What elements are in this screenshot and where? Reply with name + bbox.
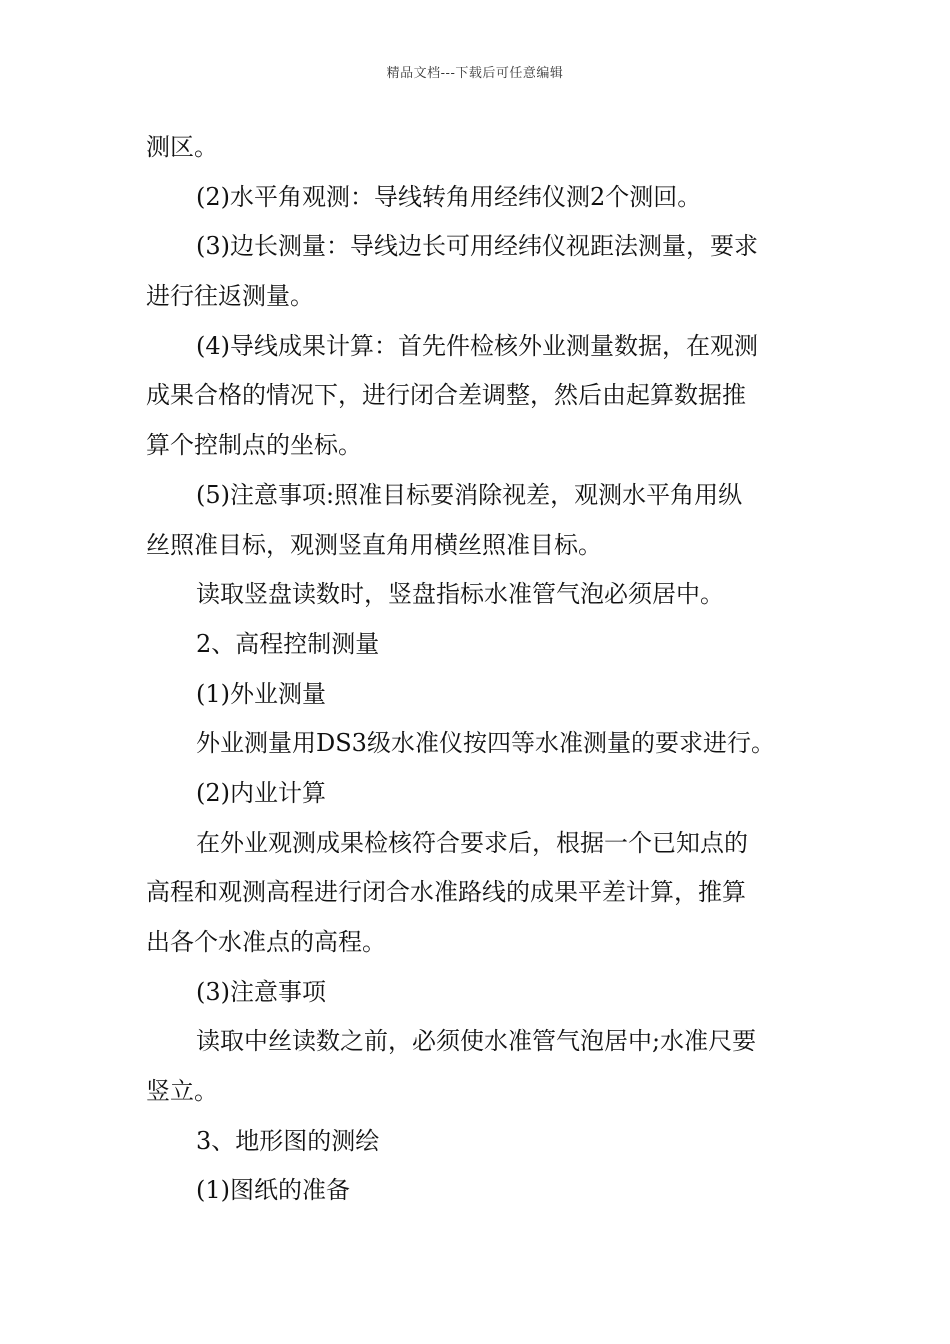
text-line: 成果合格的情况下，进行闭合差调整，然后由起算数据推 [146, 381, 746, 410]
text-line: 算个控制点的坐标。 [146, 431, 362, 460]
text-line: 进行往返测量。 [146, 282, 314, 311]
text-line: 出各个水准点的高程。 [146, 928, 386, 956]
subsection-heading: (1)图纸的准备 [196, 1176, 350, 1205]
text-line: 竖立。 [146, 1077, 218, 1106]
section-heading: 2、高程控制测量 [196, 629, 380, 658]
text-line: 读取竖盘读数时，竖盘指标水准管气泡必须居中。 [196, 580, 724, 609]
text-line: 外业测量用DS3级水准仪按四等水准测量的要求进行。 [196, 729, 775, 758]
text-line: 丝照准目标，观测竖直角用横丝照准目标。 [146, 530, 602, 559]
text-line: 在外业观测成果检核符合要求后，根据一个已知点的 [196, 828, 748, 857]
section-heading: 3、地形图的测绘 [196, 1126, 380, 1155]
document-body [146, 123, 810, 1216]
text-line: (3)边长测量：导线边长可用经纬仪视距法测量，要求 [196, 232, 758, 261]
page-header: 精品文档---下载后可任意编辑 [386, 66, 564, 81]
text-line: (4)导线成果计算：首先件检核外业测量数据，在观测 [196, 331, 758, 360]
text-line: 测区。 [146, 133, 218, 161]
text-line: (2)水平角观测：导线转角用经纬仪测2个测回。 [196, 182, 702, 211]
text-line: 读取中丝读数之前，必须使水准管气泡居中;水准尺要 [196, 1027, 757, 1056]
text-line: (5)注意事项:照准目标要消除视差，观测水平角用纵 [196, 480, 743, 509]
subsection-heading: (3)注意事项 [196, 977, 326, 1006]
subsection-heading: (1)外业测量 [196, 679, 326, 708]
text-line: 高程和观测高程进行闭合水准路线的成果平差计算，推算 [146, 878, 746, 907]
subsection-heading: (2)内业计算 [196, 778, 326, 807]
